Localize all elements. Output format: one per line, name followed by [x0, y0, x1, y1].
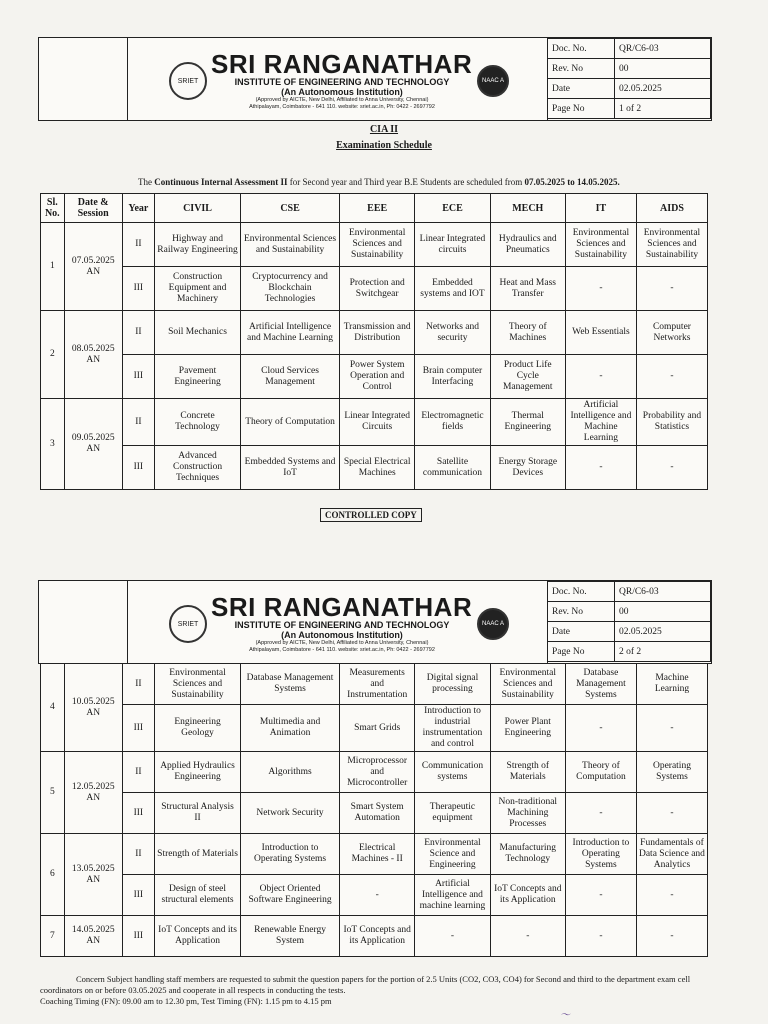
schedule-table-page2	[40, 663, 708, 957]
doc-no-label: Doc. No.	[548, 39, 615, 59]
year-cell: II	[122, 223, 154, 267]
institution-approval: (Approved by AICTE, New Delhi, Affiliated to Anna University, Chennai)	[255, 640, 429, 646]
institution-autonomous: (An Autonomous Institution)	[281, 87, 403, 97]
document-title: CIA II	[369, 124, 399, 135]
subject-cell: Networks and security	[415, 311, 490, 355]
year-cell: III	[122, 705, 154, 752]
date-session-cell: 08.05.2025 AN	[64, 311, 122, 399]
subject-cell: IoT Concepts and its Application	[490, 875, 565, 916]
subject-cell: Embedded systems and IOT	[415, 267, 490, 311]
subject-cell: Hydraulics and Pneumatics	[490, 223, 565, 267]
subject-cell: Artificial Intelligence and Machine Learning	[565, 399, 636, 446]
subject-cell: Electromagnetic fields	[415, 399, 490, 446]
date-label: Date	[548, 622, 615, 642]
subject-cell: Linear Integrated Circuits	[340, 399, 415, 446]
table-row	[41, 223, 708, 267]
table-row	[41, 793, 708, 834]
subject-cell: -	[636, 916, 707, 957]
subject-cell: -	[565, 267, 636, 311]
column-header: MECH	[490, 194, 565, 223]
institution-subtitle: INSTITUTE OF ENGINEERING AND TECHNOLOGY	[234, 77, 450, 87]
subject-cell: Algorithms	[241, 752, 340, 793]
subject-cell: Theory of Computation	[241, 399, 340, 446]
date-session-cell: 09.05.2025 AN	[64, 399, 122, 490]
subject-cell: Cryptocurrency and Blockchain Technologies	[241, 267, 340, 311]
subject-cell: Communication systems	[415, 752, 490, 793]
subject-cell: -	[490, 916, 565, 957]
subject-cell: IoT Concepts and its Application	[155, 916, 241, 957]
subject-cell: Introduction to industrial instrumentation and control	[415, 705, 490, 752]
subject-cell: Web Essentials	[565, 311, 636, 355]
serial-number-cell: 5	[41, 752, 65, 834]
date-label: Date	[548, 79, 615, 99]
subject-cell: Fundamentals of Data Science and Analytics	[636, 834, 707, 875]
signature-mark: 〜	[560, 1010, 570, 1021]
subject-cell: Introduction to Operating Systems	[241, 834, 340, 875]
subject-cell: Transmission and Distribution	[340, 311, 415, 355]
table-row	[41, 834, 708, 875]
subject-cell: Network Security	[241, 793, 340, 834]
column-header: Year	[122, 194, 154, 223]
subject-cell: Smart Grids	[340, 705, 415, 752]
subject-cell: Introduction to Operating Systems	[565, 834, 636, 875]
page-2	[0, 578, 768, 1024]
year-cell: II	[122, 311, 154, 355]
rev-no-value: 00	[615, 602, 711, 622]
date-session-cell: 12.05.2025 AN	[64, 752, 122, 834]
subject-cell: Measurements and Instrumentation	[340, 664, 415, 705]
subject-cell: Strength of Materials	[155, 834, 241, 875]
subject-cell: Environmental Sciences and Sustainability	[340, 223, 415, 267]
subject-cell: -	[565, 705, 636, 752]
year-cell: II	[122, 399, 154, 446]
doc-info-table	[547, 581, 711, 662]
subject-cell: -	[636, 875, 707, 916]
institution-subtitle: INSTITUTE OF ENGINEERING AND TECHNOLOGY	[234, 620, 450, 630]
subject-cell: -	[636, 705, 707, 752]
footer-instructions: Concern Subject handling staff members are requested to submit the question papers for the portion of 2.5 Units (CO2, CO3, CO4) for Second and third to the department exam cell coordinators on or before 03.05.2025 and cooperate in all respects in conducting the tests.	[40, 974, 691, 995]
doc-no-value: QR/C6-03	[615, 582, 711, 602]
year-cell: III	[122, 267, 154, 311]
subject-cell: Manufacturing Technology	[490, 834, 565, 875]
subject-cell: Heat and Mass Transfer	[490, 267, 565, 311]
year-cell: II	[122, 834, 154, 875]
subject-cell: -	[565, 355, 636, 399]
doc-no-label: Doc. No.	[548, 582, 615, 602]
subject-cell: Multimedia and Animation	[241, 705, 340, 752]
table-row	[41, 752, 708, 793]
date-value: 02.05.2025	[615, 622, 711, 642]
subject-cell: Satellite communication	[415, 446, 490, 490]
schedule-table-page1	[40, 193, 708, 490]
subject-cell: Applied Hydraulics Engineering	[155, 752, 241, 793]
subject-cell: IoT Concepts and its Application	[340, 916, 415, 957]
serial-number-cell: 6	[41, 834, 65, 916]
subject-cell: Thermal Engineering	[490, 399, 565, 446]
table-row	[41, 267, 708, 311]
subject-cell: Environmental Sciences and Sustainability	[490, 664, 565, 705]
subject-cell: Renewable Energy System	[241, 916, 340, 957]
column-header: CSE	[241, 194, 340, 223]
subject-cell: Highway and Railway Engineering	[155, 223, 241, 267]
subject-cell: -	[636, 267, 707, 311]
subject-cell: Cloud Services Management	[241, 355, 340, 399]
naac-badge-icon: NAAC A	[477, 65, 509, 97]
subject-cell: -	[340, 875, 415, 916]
subject-cell: Concrete Technology	[155, 399, 241, 446]
subject-cell: Database Management Systems	[565, 664, 636, 705]
header-box	[38, 37, 712, 121]
subject-cell: Embedded Systems and IoT	[241, 446, 340, 490]
subject-cell: Advanced Construction Techniques	[155, 446, 241, 490]
table-row	[41, 875, 708, 916]
year-cell: II	[122, 752, 154, 793]
intro-text: The Continuous Internal Assessment II for Second year and Third year B.E Students are scheduled from 07.05.2025 to 14.05.2025.	[138, 177, 620, 187]
year-cell: III	[122, 875, 154, 916]
subject-cell: Probability and Statistics	[636, 399, 707, 446]
subject-cell: Operating Systems	[636, 752, 707, 793]
footer-note	[40, 974, 708, 1007]
doc-no-value: QR/C6-03	[615, 39, 711, 59]
subject-cell: Structural Analysis II	[155, 793, 241, 834]
subject-cell: Electrical Machines - II	[340, 834, 415, 875]
date-value: 02.05.2025	[615, 79, 711, 99]
institution-emblem-icon: SRIET	[169, 62, 207, 100]
rev-no-label: Rev. No	[548, 602, 615, 622]
subject-cell: Product Life Cycle Management	[490, 355, 565, 399]
column-header: EEE	[340, 194, 415, 223]
date-session-cell: 13.05.2025 AN	[64, 834, 122, 916]
year-cell: III	[122, 446, 154, 490]
table-row	[41, 664, 708, 705]
controlled-copy-stamp: CONTROLLED COPY	[320, 508, 422, 522]
subject-cell: Non-traditional Machining Processes	[490, 793, 565, 834]
institution-name: SRI RANGANATHAR	[211, 49, 473, 79]
subject-cell: Soil Mechanics	[155, 311, 241, 355]
column-header: CIVIL	[155, 194, 241, 223]
page-no-value: 2 of 2	[615, 642, 711, 662]
subject-cell: Energy Storage Devices	[490, 446, 565, 490]
subject-cell: Theory of Machines	[490, 311, 565, 355]
table-row	[41, 916, 708, 957]
subject-cell: Environmental Sciences and Sustainability	[241, 223, 340, 267]
table-row	[41, 355, 708, 399]
subject-cell: Smart System Automation	[340, 793, 415, 834]
subject-cell: -	[565, 446, 636, 490]
subject-cell: Artificial Intelligence and Machine Learning	[241, 311, 340, 355]
subject-cell: -	[565, 875, 636, 916]
rev-no-value: 00	[615, 59, 711, 79]
institution-address: Athipalayam, Coimbatore - 641 110. website: sriet.ac.in, Ph: 0422 - 2697792	[249, 647, 435, 653]
subject-cell: Artificial Intelligence and machine learning	[415, 875, 490, 916]
subject-cell: -	[565, 793, 636, 834]
subject-cell: Environmental Science and Engineering	[415, 834, 490, 875]
subject-cell: Design of steel structural elements	[155, 875, 241, 916]
subject-cell: Engineering Geology	[155, 705, 241, 752]
year-cell: III	[122, 793, 154, 834]
subject-cell: Protection and Switchgear	[340, 267, 415, 311]
subject-cell: Database Management Systems	[241, 664, 340, 705]
subject-cell: -	[415, 916, 490, 957]
doc-info-table	[547, 38, 711, 119]
page-no-label: Page No	[548, 99, 615, 119]
serial-number-cell: 3	[41, 399, 65, 490]
subject-cell: Linear Integrated circuits	[415, 223, 490, 267]
subject-cell: Machine Learning	[636, 664, 707, 705]
table-row	[41, 399, 708, 446]
subject-cell: Therapeutic equipment	[415, 793, 490, 834]
column-header: IT	[565, 194, 636, 223]
subject-cell: Brain computer Interfacing	[415, 355, 490, 399]
institution-autonomous: (An Autonomous Institution)	[281, 630, 403, 640]
institution-logo-block	[169, 589, 509, 659]
subject-cell: Power Plant Engineering	[490, 705, 565, 752]
year-cell: III	[122, 916, 154, 957]
header-box	[38, 580, 712, 664]
serial-number-cell: 2	[41, 311, 65, 399]
subject-cell: -	[565, 916, 636, 957]
table-row	[41, 446, 708, 490]
page-no-value: 1 of 2	[615, 99, 711, 119]
subject-cell: Digital signal processing	[415, 664, 490, 705]
subject-cell: Power System Operation and Control	[340, 355, 415, 399]
table-row	[41, 705, 708, 752]
date-session-cell: 14.05.2025 AN	[64, 916, 122, 957]
institution-logo-block	[169, 46, 509, 116]
institution-address: Athipalayam, Coimbatore - 641 110. website: sriet.ac.in, Ph: 0422 - 2697792	[249, 104, 435, 110]
rev-no-label: Rev. No	[548, 59, 615, 79]
column-header: Date & Session	[64, 194, 122, 223]
subject-cell: Construction Equipment and Machinery	[155, 267, 241, 311]
naac-badge-icon: NAAC A	[477, 608, 509, 640]
subject-cell: Special Electrical Machines	[340, 446, 415, 490]
subject-cell: -	[636, 355, 707, 399]
serial-number-cell: 4	[41, 664, 65, 752]
date-session-cell: 07.05.2025 AN	[64, 223, 122, 311]
column-header: AIDS	[636, 194, 707, 223]
year-cell: II	[122, 664, 154, 705]
institution-emblem-icon: SRIET	[169, 605, 207, 643]
table-row	[41, 311, 708, 355]
subject-cell: Environmental Sciences and Sustainability	[565, 223, 636, 267]
subject-cell: -	[636, 793, 707, 834]
subject-cell: Strength of Materials	[490, 752, 565, 793]
page-no-label: Page No	[548, 642, 615, 662]
subject-cell: Microprocessor and Microcontroller	[340, 752, 415, 793]
subject-cell: Environmental Sciences and Sustainability	[636, 223, 707, 267]
subject-cell: Pavement Engineering	[155, 355, 241, 399]
column-header: Sl. No.	[41, 194, 65, 223]
subject-cell: Theory of Computation	[565, 752, 636, 793]
document-subtitle: Examination Schedule	[336, 140, 432, 151]
subject-cell: Object Oriented Software Engineering	[241, 875, 340, 916]
footer-timings: Coaching Timing (FN): 09.00 am to 12.30 pm, Test Timing (FN): 1.15 pm to 4.15 pm	[40, 996, 332, 1006]
date-session-cell: 10.05.2025 AN	[64, 664, 122, 752]
serial-number-cell: 7	[41, 916, 65, 957]
subject-cell: Environmental Sciences and Sustainability	[155, 664, 241, 705]
column-header: ECE	[415, 194, 490, 223]
year-cell: III	[122, 355, 154, 399]
subject-cell: Computer Networks	[636, 311, 707, 355]
subject-cell: -	[636, 446, 707, 490]
institution-name: SRI RANGANATHAR	[211, 592, 473, 622]
serial-number-cell: 1	[41, 223, 65, 311]
institution-approval: (Approved by AICTE, New Delhi, Affiliated to Anna University, Chennai)	[255, 97, 429, 103]
